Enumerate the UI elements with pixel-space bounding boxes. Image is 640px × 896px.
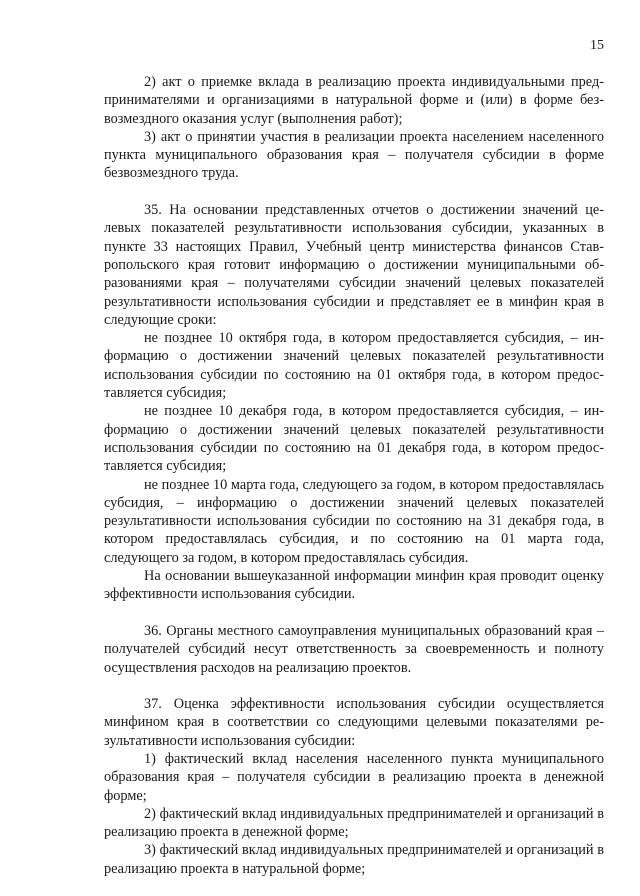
paragraph-34-item-2: 2) акт о приемке вклада в реализацию проекта индивидуальными предпринимателями и организациями в натуральной форме и (или) в форме безвозмездного оказания услуг (выполнения работ); <box>104 74 604 127</box>
paragraph-36: 36. Органы местного самоуправления муниципальных образований края – получателей субсидий несут ответственность за своевременность и полноту осуществления расходов на реализацию проектов. <box>104 622 604 676</box>
paragraph-35-deadline-october: не позднее 10 октября года, в котором предоставляется субсидия, – информацию о достижении значений целевых показателей результативности использования субсидии по состоянию на 01 октября года, в котором предоставляется субсидия; <box>104 330 604 402</box>
paragraph-37-item-1: 1) фактический вклад населения населенного пункта муниципального образования края – получателя субсидии в реализацию проекта в денежной форме; <box>104 750 604 804</box>
paragraph-35-evaluation: На основании вышеуказанной информации минфин края проводит оценку эффективности использования субсидии. <box>104 568 604 603</box>
document-body <box>104 73 604 878</box>
paragraph-35-deadline-march: не позднее 10 марта года, следующего за годом, в котором предоставлялась субсидия, – информацию о достижении значений целевых показателей результативности использования субсидии по состоянию на 31 декабря года, в котором предоставлялась субсидия, и по состоянию на 01 марта года, следующего за годом, в котором предоставлялась субсидия. <box>104 476 604 566</box>
paragraph-37: 37. Оценка эффективности использования субсидии осуществляется минфином края в соответствии со следующими целевыми показателями результативности использования субсидии: <box>104 696 604 749</box>
paragraph-37-item-2: 2) фактический вклад индивидуальных предпринимателей и организаций в реализацию проекта в денежной форме; <box>104 805 604 841</box>
page-number: 15 <box>590 38 604 53</box>
paragraph-35-deadline-december: не позднее 10 декабря года, в котором предоставляется субсидия, – информацию о достижении значений целевых показателей результативности использования субсидии по состоянию на 01 декабря года, в котором предоставляется субсидия; <box>104 403 604 475</box>
paragraph-37-item-3: 3) фактический вклад индивидуальных предпринимателей и организаций в реализацию проекта в натуральной форме; <box>104 842 604 877</box>
paragraph-34-item-3: 3) акт о принятии участия в реализации проекта населением населенного пункта муниципального образования края – получателя субсидии в форме безвозмездного труда. <box>104 128 604 182</box>
paragraph-35: 35. На основании представленных отчетов о достижении значений целевых показателей результативности использования субсидии, указанных в пункте 33 настоящих Правил, Учебный центр министерства финансов Ставропольского края готовит информацию о достижении муниципальными образованиями края – получателями субсидии значений целевых показателей результативности использования субсидии и представляет ее в минфин края в следующие сроки: <box>104 202 604 328</box>
